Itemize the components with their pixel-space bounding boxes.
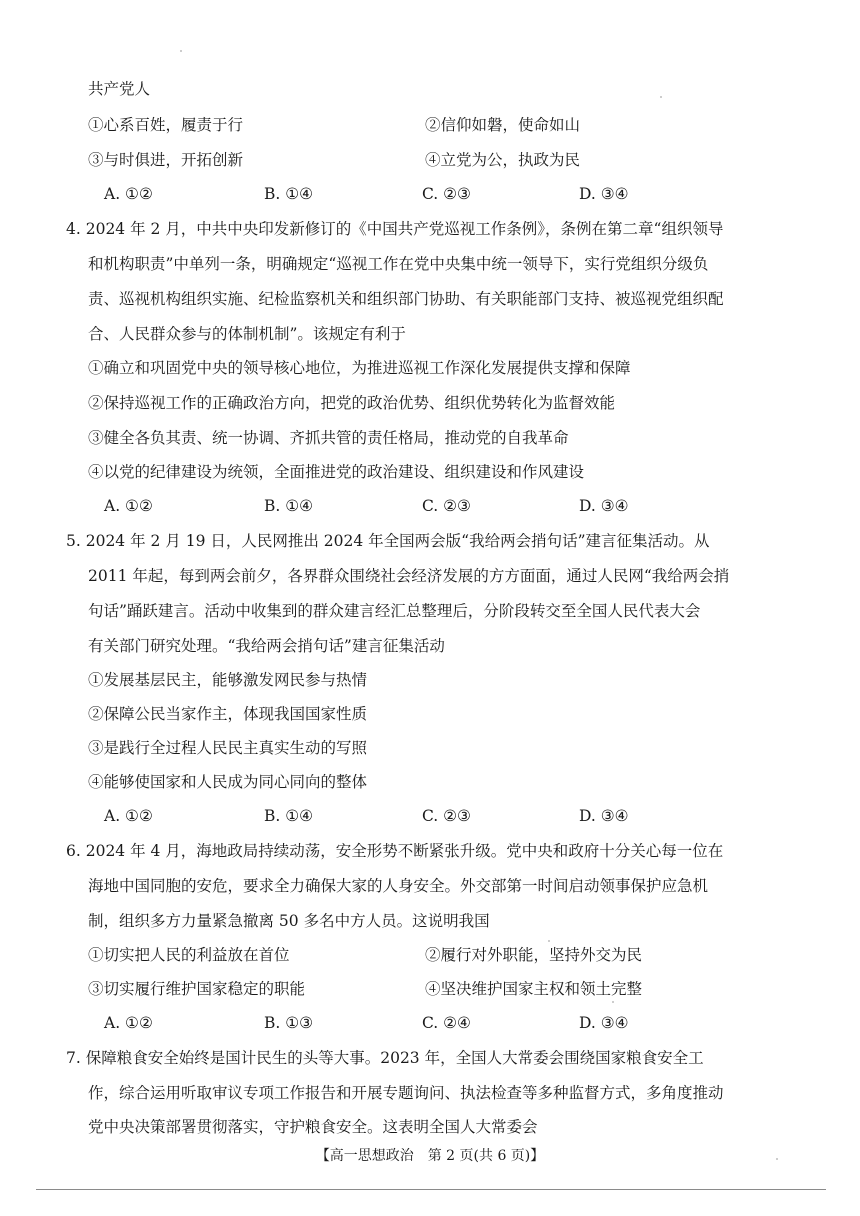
bottom-divider	[36, 1189, 826, 1190]
q6-stem-line: 海地中国同胞的安危，要求全力确保大家的人身安全。外交部第一时间启动领事保护应急机	[88, 877, 709, 895]
q5-stem-line: 有关部门研究处理。“我给两会捎句话”建言征集活动	[88, 637, 445, 655]
q5-stem-line: 5. 2024 年 2 月 19 日，人民网推出 2024 年全国两会版“我给两会捎句话”建言征集活动。从	[66, 532, 710, 550]
choice-a: A. ①②	[104, 497, 153, 515]
scan-speck	[660, 96, 662, 98]
q4-choices	[104, 496, 744, 516]
q4-stem-line: 和机构职责”中单列一条，明确规定“巡视工作在党中央集中统一领导下，实行党组织分级负	[88, 255, 709, 273]
q5-stem-line: 句话”踊跃建言。活动中收集到的群众建言经汇总整理后，分阶段转交至全国人民代表大会	[88, 602, 701, 620]
q7-stem-line: 7. 保障粮食安全始终是国计民生的头等大事。2023 年，全国人大常委会围绕国家粮食安全工	[66, 1049, 704, 1067]
q6-choices	[104, 1013, 744, 1033]
q3-option-1: ①心系百姓，履责于行	[88, 116, 244, 134]
q5-option-2: ②保障公民当家作主，体现我国国家性质	[88, 705, 368, 723]
q3-stem-tail: 共产党人	[88, 80, 151, 98]
choice-a: A. ①②	[104, 1014, 153, 1032]
q6-stem-line: 制，组织多方力量紧急撤离 50 多名中方人员。这说明我国	[88, 912, 490, 930]
q4-option-1: ①确立和巩固党中央的领导核心地位，为推进巡视工作深化发展提供支撑和保障	[88, 359, 631, 377]
q3-option-4: ④立党为公，执政为民	[425, 151, 581, 169]
choice-a: A. ①②	[104, 807, 153, 825]
scan-speck	[548, 940, 550, 942]
q3-choices	[104, 184, 744, 204]
q4-stem-line: 责、巡视机构组织实施、纪检监察机关和组织部门协助、有关职能部门支持、被巡视党组织配	[88, 290, 724, 308]
q6-option-2: ②履行对外职能，坚持外交为民	[425, 946, 643, 964]
scan-speck	[180, 50, 182, 52]
scan-speck	[612, 1001, 614, 1003]
q4-option-2: ②保持巡视工作的正确政治方向，把党的政治优势、组织优势转化为监督效能	[88, 394, 616, 412]
q5-choices	[104, 806, 744, 826]
choice-c: C. ②③	[422, 497, 471, 515]
choice-d: D. ③④	[579, 807, 629, 825]
q4-stem-line: 4. 2024 年 2 月，中共中央印发新修订的《中国共产党巡视工作条例》，条例在第二章“组织领导	[66, 220, 724, 238]
q7-stem-line: 党中央决策部署贯彻落实，守护粮食安全。这表明全国人大常委会	[88, 1118, 538, 1136]
choice-c: C. ②④	[422, 1014, 471, 1032]
q7-stem-line: 作，综合运用听取审议专项工作报告和开展专题询问、执法检查等多种监督方式，多角度推动	[88, 1084, 724, 1102]
q6-option-4: ④坚决维护国家主权和领土完整	[425, 980, 643, 998]
scan-speck	[776, 1158, 778, 1160]
page-footer: 【高一思想政治 第 2 页(共 6 页)】	[315, 1148, 545, 1164]
q4-stem-line: 合、人民群众参与的体制机制”。该规定有利于	[88, 325, 406, 343]
choice-c: C. ②③	[422, 185, 471, 203]
q5-option-1: ①发展基层民主，能够激发网民参与热情	[88, 671, 368, 689]
choice-a: A. ①②	[104, 185, 153, 203]
q5-option-4: ④能够使国家和人民成为同心同向的整体	[88, 773, 368, 791]
q5-stem-line: 2011 年起，每到两会前夕，各界群众围绕社会经济发展的方方面面，通过人民网“我给两会捎	[88, 567, 730, 585]
q4-option-3: ③健全各负其责、统一协调、齐抓共管的责任格局，推动党的自我革命	[88, 429, 569, 447]
choice-d: D. ③④	[579, 185, 629, 203]
choice-b: B. ①④	[264, 807, 314, 825]
q3-option-2: ②信仰如磐，使命如山	[425, 116, 581, 134]
q6-option-1: ①切实把人民的利益放在首位	[88, 946, 290, 964]
choice-b: B. ①③	[264, 1014, 314, 1032]
choice-d: D. ③④	[579, 1014, 629, 1032]
q3-option-3: ③与时俱进，开拓创新	[88, 151, 244, 169]
choice-c: C. ②③	[422, 807, 471, 825]
q4-option-4: ④以党的纪律建设为统领，全面推进党的政治建设、组织建设和作风建设	[88, 463, 585, 481]
choice-d: D. ③④	[579, 497, 629, 515]
q6-option-3: ③切实履行维护国家稳定的职能	[88, 980, 306, 998]
choice-b: B. ①④	[264, 185, 314, 203]
q6-stem-line: 6. 2024 年 4 月，海地政局持续动荡，安全形势不断紧张升级。党中央和政府十分关心每一位在	[66, 842, 724, 860]
q5-option-3: ③是践行全过程人民民主真实生动的写照	[88, 739, 368, 757]
choice-b: B. ①④	[264, 497, 314, 515]
